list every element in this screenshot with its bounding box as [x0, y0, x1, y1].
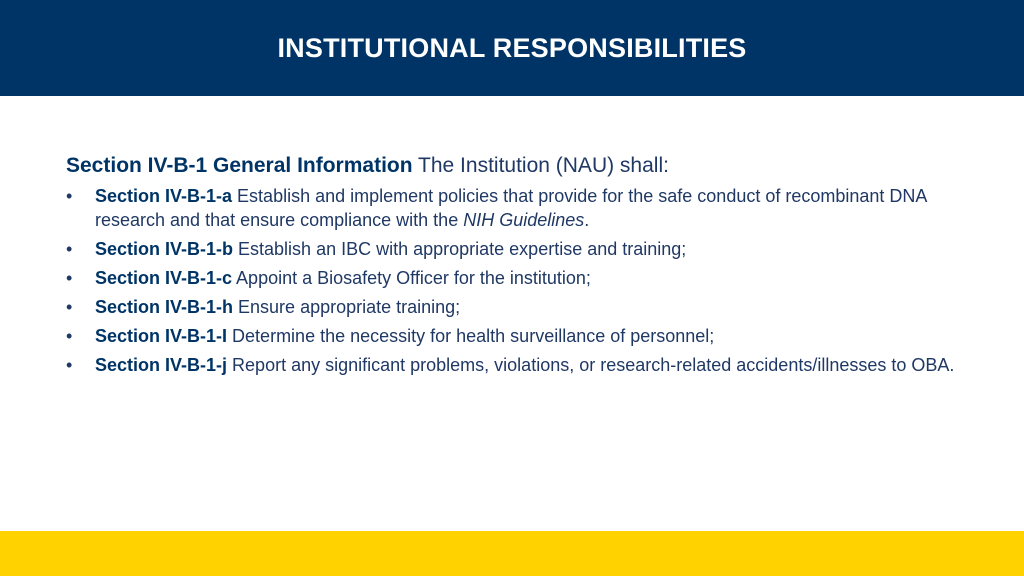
section-label: Section IV-B-1-b [95, 239, 234, 259]
section-label: Section IV-B-1-c [95, 268, 233, 288]
item-text: Ensure appropriate training; [238, 297, 461, 317]
bullet-icon: • [66, 297, 73, 317]
bullet-icon: • [66, 326, 73, 346]
list-item [66, 295, 986, 319]
section-label: Section IV-B-1-j [95, 355, 228, 375]
list-item [66, 353, 986, 377]
title-banner [0, 0, 1024, 96]
section-label: Section IV-B-1-a [95, 186, 233, 206]
item-text: Determine the necessity for health surveillance of personnel; [232, 326, 715, 346]
item-text: Appoint a Biosafety Officer for the institution; [236, 268, 591, 288]
section-label: Section IV-B-1-h [95, 297, 234, 317]
item-text: Establish an IBC with appropriate expertise and training; [238, 239, 687, 259]
footer-accent-bar [0, 531, 1024, 576]
bullet-icon: • [66, 268, 73, 288]
item-text: Establish and implement policies that provide for the safe conduct of recombinant DNA research and that ensure compliance with the [95, 186, 927, 230]
intro-text: The Institution (NAU) shall: [418, 154, 669, 177]
item-emphasis: NIH Guidelines [463, 210, 585, 230]
list-item [66, 237, 986, 261]
list-item [66, 184, 986, 232]
slide-body [66, 152, 986, 382]
intro-section-label: Section IV-B-1 General Information [66, 154, 413, 177]
intro-line [66, 152, 986, 180]
item-text: Report any significant problems, violations, or research-related accidents/illnesses to OBA. [232, 355, 955, 375]
responsibility-list [66, 184, 986, 377]
bullet-icon: • [66, 186, 73, 206]
section-label: Section IV-B-1-I [95, 326, 228, 346]
bullet-icon: • [66, 239, 73, 259]
item-text-end: . [584, 210, 590, 230]
list-item [66, 324, 986, 348]
list-item [66, 266, 986, 290]
bullet-icon: • [66, 355, 73, 375]
slide-title: INSTITUTIONAL RESPONSIBILITIES [277, 32, 747, 63]
